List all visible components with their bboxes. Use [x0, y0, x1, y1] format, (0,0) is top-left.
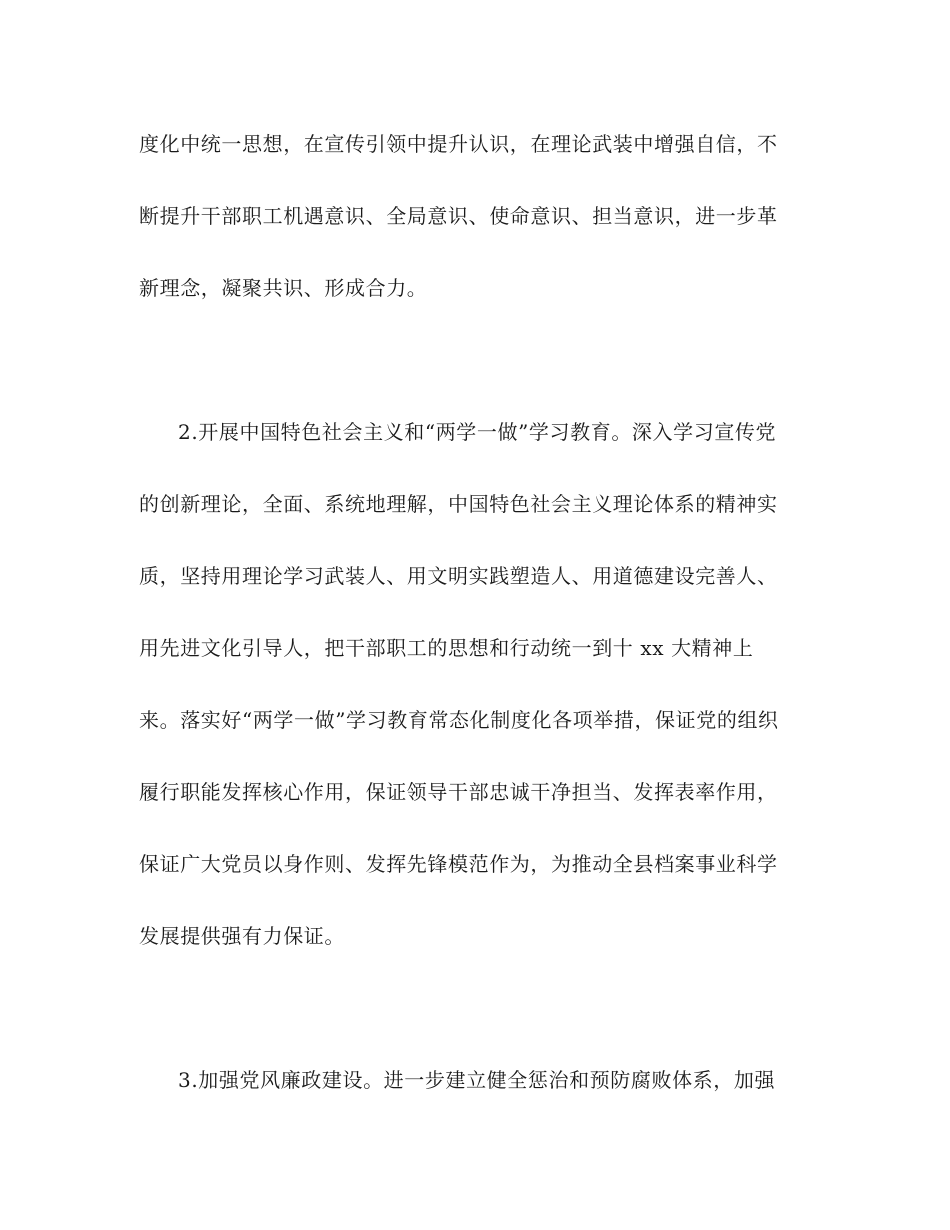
paragraph-2-line-4: 用先进文化引导人，把干部职工的思想和行动统一到十 xx 大精神上: [139, 636, 754, 660]
paragraph-3-line-1: 3.加强党风廉政建设。进一步建立健全惩治和预防腐败体系，加强: [178, 1068, 776, 1092]
paragraph-2-line-1: 2.开展中国特色社会主义和“两学一做”学习教育。深入学习宣传党: [178, 420, 777, 444]
paragraph-1-line-3: 新理念，凝聚共识、形成合力。: [139, 276, 428, 300]
paragraph-1-line-1: 度化中统一思想，在宣传引领中提升认识，在理论武装中增强自信，不: [139, 132, 778, 156]
paragraph-1-line-2: 断提升干部职工机遇意识、全局意识、使命意识、担当意识，进一步革: [139, 204, 778, 228]
paragraph-2-line-5: 来。落实好“两学一做”学习教育常态化制度化各项举措，保证党的组织: [139, 708, 779, 732]
paragraph-2-line-6: 履行职能发挥核心作用，保证领导干部忠诚干净担当、发挥表率作用，: [139, 780, 778, 804]
paragraph-2-line-3: 质，坚持用理论学习武装人、用文明实践塑造人、用道德建设完善人、: [139, 564, 778, 588]
paragraph-2-line-8: 发展提供强有力保证。: [139, 924, 345, 948]
paragraph-2-line-2: 的创新理论，全面、系统地理解，中国特色社会主义理论体系的精神实: [139, 492, 778, 516]
paragraph-2-line-7: 保证广大党员以身作则、发挥先锋模范作为，为推动全县档案事业科学: [139, 852, 778, 876]
